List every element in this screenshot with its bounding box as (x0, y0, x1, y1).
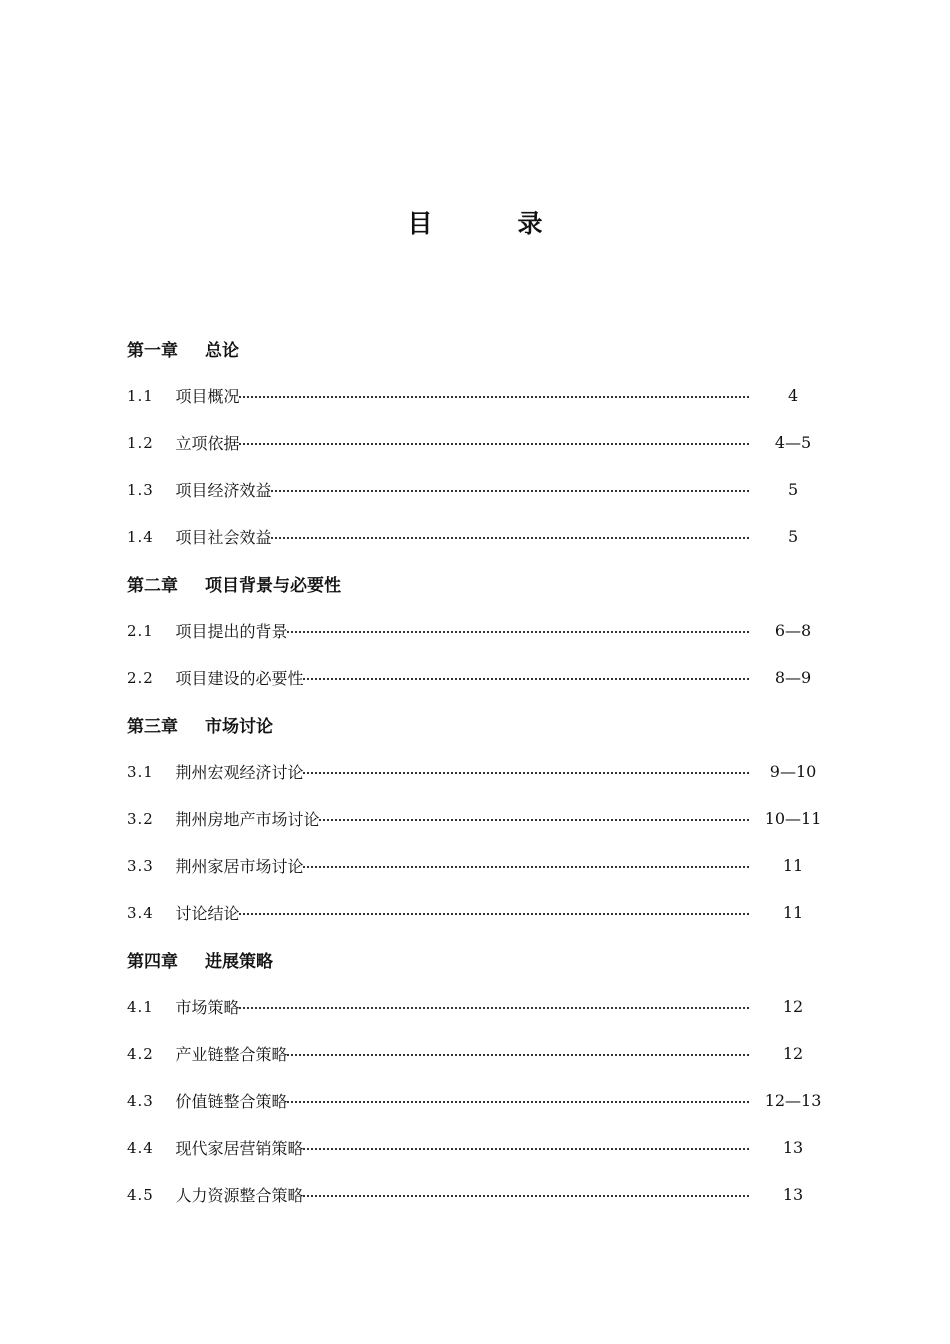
page-number: 4 (787, 386, 799, 405)
toc-entry[interactable] (127, 419, 827, 466)
dot-leader (303, 1171, 749, 1218)
page-number: 6—8 (774, 621, 812, 640)
dot-leader (287, 1077, 749, 1124)
dot-leader (303, 842, 749, 889)
dot-leader (239, 372, 749, 419)
toc-entry[interactable] (127, 748, 827, 795)
toc-entry[interactable] (127, 466, 827, 513)
entry-line (175, 1077, 759, 1124)
section-title: 项目提出的背景 (175, 622, 288, 641)
section-number: 3.2 (127, 809, 154, 828)
toc-entry[interactable] (127, 654, 827, 701)
entry-line (175, 466, 759, 513)
page-number: 4—5 (774, 433, 812, 452)
page-number: 12 (782, 997, 804, 1016)
toc-entry[interactable] (127, 889, 827, 936)
toc-entry[interactable] (127, 795, 827, 842)
chapter-number: 第四章 (127, 952, 178, 972)
chapter-heading[interactable] (127, 936, 827, 983)
chapter-heading[interactable] (127, 325, 827, 372)
entry-line (175, 795, 759, 842)
toc-entry[interactable] (127, 1171, 827, 1218)
entry-line (175, 1124, 759, 1171)
dot-leader (303, 1124, 749, 1171)
section-title: 人力资源整合策略 (175, 1186, 304, 1205)
chapter-number: 第一章 (127, 341, 178, 361)
section-title: 市场策略 (175, 998, 240, 1017)
chapter-title: 项目背景与必要性 (205, 576, 341, 596)
section-number: 1.3 (127, 480, 154, 499)
page-number: 13 (782, 1185, 804, 1204)
section-number: 4.3 (127, 1091, 154, 1110)
section-title: 价值链整合策略 (175, 1092, 288, 1111)
table-of-contents (127, 325, 827, 1218)
page-number: 5 (787, 480, 799, 499)
page-number: 9—10 (769, 762, 817, 781)
entry-line (175, 889, 759, 936)
dot-leader (239, 889, 749, 936)
dot-leader (303, 654, 749, 701)
entry-line (175, 513, 759, 560)
section-number: 3.3 (127, 856, 154, 875)
entry-line (175, 1171, 759, 1218)
toc-entry[interactable] (127, 842, 827, 889)
section-number: 4.1 (127, 997, 154, 1016)
page-number: 13 (782, 1138, 804, 1157)
page-number: 5 (787, 527, 799, 546)
section-number: 2.1 (127, 621, 154, 640)
page-number: 12 (782, 1044, 804, 1063)
section-number: 1.1 (127, 386, 154, 405)
toc-entry[interactable] (127, 372, 827, 419)
dot-leader (287, 607, 749, 654)
section-title: 荆州家居市场讨论 (175, 857, 304, 876)
chapter-title: 进展策略 (205, 952, 273, 972)
dot-leader (239, 983, 749, 1030)
entry-line (175, 372, 759, 419)
chapter-heading[interactable] (127, 701, 827, 748)
section-number: 2.2 (127, 668, 154, 687)
section-number: 4.2 (127, 1044, 154, 1063)
page-number: 8—9 (774, 668, 812, 687)
toc-entry[interactable] (127, 513, 827, 560)
section-title: 荆州宏观经济讨论 (175, 763, 304, 782)
dot-leader (271, 466, 749, 513)
toc-entry[interactable] (127, 1030, 827, 1077)
toc-title: 目 录 (407, 209, 573, 238)
chapter-heading[interactable] (127, 560, 827, 607)
chapter-title: 总论 (205, 341, 239, 361)
entry-line (175, 748, 759, 795)
section-number: 4.5 (127, 1185, 154, 1204)
entry-line (175, 607, 759, 654)
section-number: 1.2 (127, 433, 154, 452)
section-title: 项目经济效益 (175, 481, 272, 500)
entry-line (175, 419, 759, 466)
section-title: 项目建设的必要性 (175, 669, 304, 688)
toc-entry[interactable] (127, 1077, 827, 1124)
entry-line (175, 842, 759, 889)
section-number: 1.4 (127, 527, 154, 546)
chapter-title: 市场讨论 (205, 717, 273, 737)
page-number: 12—13 (764, 1091, 822, 1110)
section-title: 现代家居营销策略 (175, 1139, 304, 1158)
toc-entry[interactable] (127, 607, 827, 654)
section-title: 项目概况 (175, 387, 240, 406)
chapter-number: 第三章 (127, 717, 178, 737)
dot-leader (319, 795, 749, 842)
section-title: 荆州房地产市场讨论 (175, 810, 320, 829)
entry-line (175, 654, 759, 701)
section-number: 3.1 (127, 762, 154, 781)
toc-entry[interactable] (127, 1124, 827, 1171)
entry-line (175, 983, 759, 1030)
section-number: 4.4 (127, 1138, 154, 1157)
dot-leader (239, 419, 749, 466)
toc-entry[interactable] (127, 983, 827, 1030)
chapter-number: 第二章 (127, 576, 178, 596)
section-number: 3.4 (127, 903, 154, 922)
dot-leader (271, 513, 749, 560)
page-number: 11 (782, 856, 804, 875)
dot-leader (287, 1030, 749, 1077)
entry-line (175, 1030, 759, 1077)
page-number: 11 (782, 903, 804, 922)
page-number: 10—11 (764, 809, 822, 828)
section-title: 项目社会效益 (175, 528, 272, 547)
section-title: 产业链整合策略 (175, 1045, 288, 1064)
section-title: 讨论结论 (175, 904, 240, 923)
section-title: 立项依据 (175, 434, 240, 453)
dot-leader (303, 748, 749, 795)
